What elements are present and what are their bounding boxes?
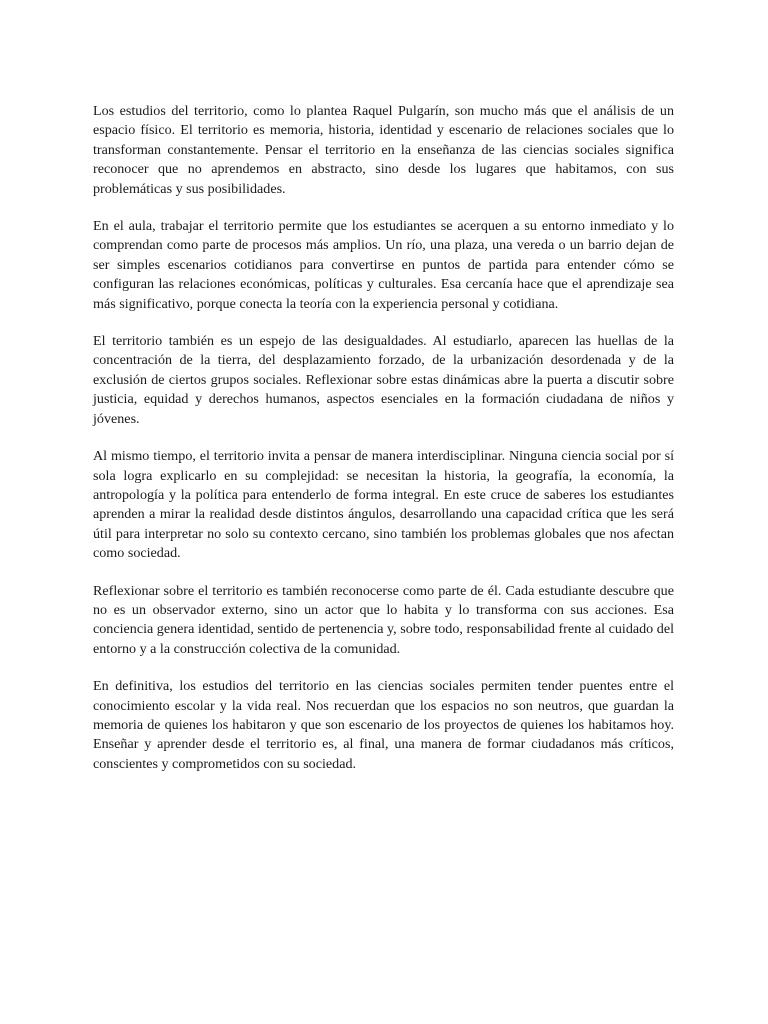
document-body	[93, 102, 674, 774]
paragraph-3: El territorio también es un espejo de las desigualdades. Al estudiarlo, aparecen las huellas de la concentración de la tierra, del desplazamiento forzado, de la urbanización desordenada y de la exclusión de ciertos grupos sociales. Reflexionar sobre estas dinámicas abre la puerta a discutir sobre justicia, equidad y derechos humanos, aspectos esenciales en la formación ciudadana de niños y jóvenes.	[93, 333, 674, 427]
paragraph-4: Al mismo tiempo, el territorio invita a pensar de manera interdisciplinar. Ninguna ciencia social por sí sola logra explicarlo en su complejidad: se necesitan la historia, la geografía, la economía, la antropología y la política para entenderlo de forma integral. En este cruce de saberes los estudiantes aprenden a mirar la realidad desde distintos ángulos, desarrollando una capacidad crítica que les será útil para interpretar no solo su contexto cercano, sino también los problemas globales que nos afectan como sociedad.	[93, 448, 674, 562]
paragraph-6: En definitiva, los estudios del territorio en las ciencias sociales permiten tender puentes entre el conocimiento escolar y la vida real. Nos recuerdan que los espacios no son neutros, que guardan la memoria de quienes los habitaron y que son escenario de los proyectos de quienes los habitamos hoy. Enseñar y aprender desde el territorio es, al final, una manera de formar ciudadanos más críticos, conscientes y comprometidos con su sociedad.	[93, 678, 674, 772]
paragraph-2: En el aula, trabajar el territorio permite que los estudiantes se acerquen a su entorno inmediato y lo comprendan como parte de procesos más amplios. Un río, una plaza, una vereda o un barrio dejan de ser simples escenarios cotidianos para convertirse en puntos de partida para entender cómo se configuran las relaciones económicas, políticas y culturales. Esa cercanía hace que el aprendizaje sea más significativo, porque conecta la teoría con la experiencia personal y cotidiana.	[93, 218, 674, 312]
paragraph-5: Reflexionar sobre el territorio es también reconocerse como parte de él. Cada estudiante descubre que no es un observador externo, sino un actor que lo habita y lo transforma con sus acciones. Esa conciencia genera identidad, sentido de pertenencia y, sobre todo, responsabilidad frente al cuidado del entorno y a la construcción colectiva de la comunidad.	[93, 582, 674, 657]
paragraph-1: Los estudios del territorio, como lo plantea Raquel Pulgarín, son mucho más que el análisis de un espacio físico. El territorio es memoria, historia, identidad y escenario de relaciones sociales que lo transforman constantemente. Pensar el territorio en la enseñanza de las ciencias sociales significa reconocer que no aprendemos en abstracto, sino desde los lugares que habitamos, con sus problemáticas y sus posibilidades.	[93, 103, 674, 197]
